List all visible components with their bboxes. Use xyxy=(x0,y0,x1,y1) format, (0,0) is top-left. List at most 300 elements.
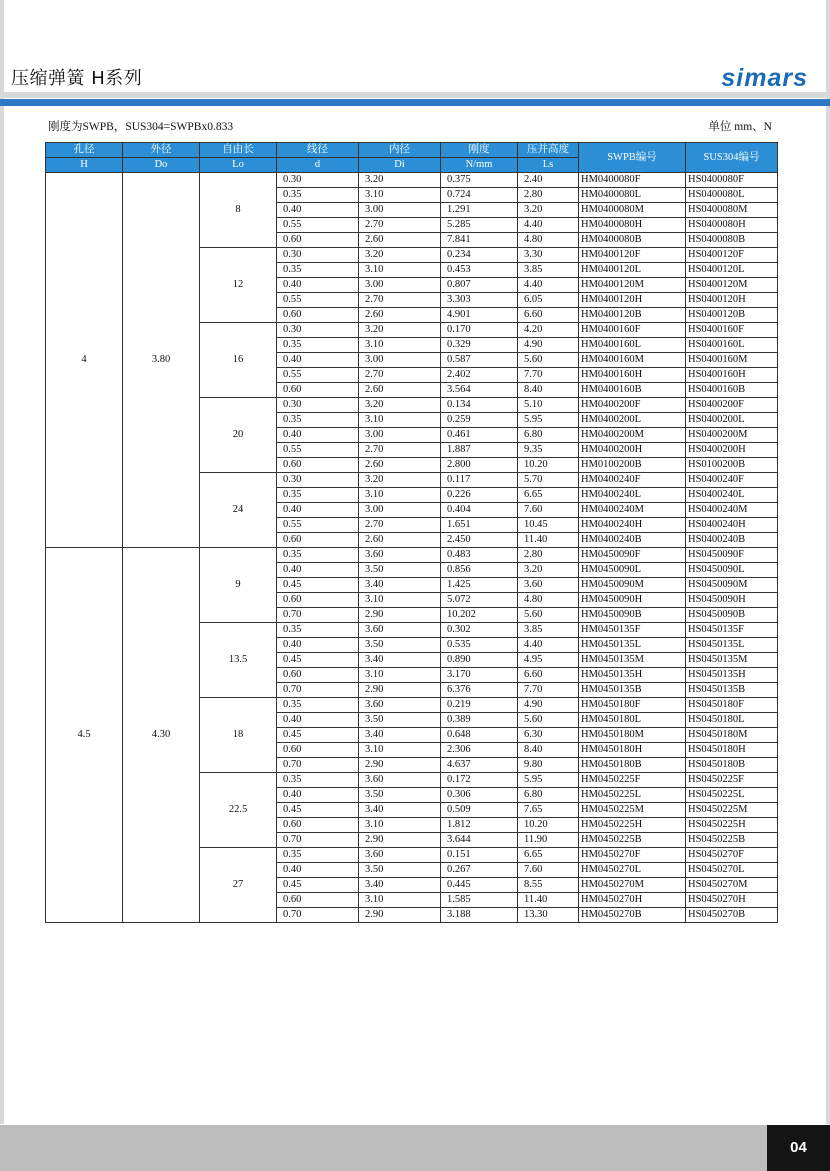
stiffness-cell: 0.134 xyxy=(441,398,518,413)
wire-diameter-cell: 0.30 xyxy=(277,398,359,413)
wire-diameter-cell: 0.30 xyxy=(277,323,359,338)
stiffness-cell: 0.461 xyxy=(441,428,518,443)
solid-height-cell: 3.60 xyxy=(518,578,579,593)
swpb-code-cell: HM0450270L xyxy=(579,863,686,878)
stiffness-cell: 1.812 xyxy=(441,818,518,833)
sus304-code-cell: HS0450135B xyxy=(686,683,778,698)
swpb-code-cell: HM0450180F xyxy=(579,698,686,713)
outer-diameter-cell: 4.30 xyxy=(123,548,200,923)
swpb-code-cell: HM0450090M xyxy=(579,578,686,593)
stiffness-cell: 0.445 xyxy=(441,878,518,893)
header-divider-blue xyxy=(0,99,830,106)
stiffness-cell: 6.376 xyxy=(441,683,518,698)
solid-height-cell: 7.60 xyxy=(518,863,579,878)
solid-height-cell: 3.85 xyxy=(518,263,579,278)
sus304-code-cell: HS0400240H xyxy=(686,518,778,533)
stiffness-cell: 0.172 xyxy=(441,773,518,788)
inner-diameter-cell: 2.70 xyxy=(359,368,441,383)
header-swpb-code: SWPB编号 xyxy=(579,143,686,173)
wire-diameter-cell: 0.35 xyxy=(277,623,359,638)
stiffness-cell: 0.535 xyxy=(441,638,518,653)
sus304-code-cell: HS0450180L xyxy=(686,713,778,728)
subheader-lo: Lo xyxy=(200,158,277,173)
swpb-code-cell: HM0450270M xyxy=(579,878,686,893)
solid-height-cell: 11.40 xyxy=(518,533,579,548)
inner-diameter-cell: 3.00 xyxy=(359,428,441,443)
wire-diameter-cell: 0.30 xyxy=(277,173,359,188)
sus304-code-cell: HS0450225M xyxy=(686,803,778,818)
subheader-do: Do xyxy=(123,158,200,173)
inner-diameter-cell: 3.50 xyxy=(359,638,441,653)
swpb-code-cell: HM0400240F xyxy=(579,473,686,488)
inner-diameter-cell: 3.10 xyxy=(359,818,441,833)
solid-height-cell: 5.70 xyxy=(518,473,579,488)
swpb-code-cell: HM0400200H xyxy=(579,443,686,458)
sus304-code-cell: HS0450270L xyxy=(686,863,778,878)
header-solid-height: 压并高度 xyxy=(518,143,579,158)
solid-height-cell: 9.35 xyxy=(518,443,579,458)
table-row xyxy=(46,173,778,188)
solid-height-cell: 3.20 xyxy=(518,203,579,218)
inner-diameter-cell: 2.60 xyxy=(359,233,441,248)
solid-height-cell: 4.80 xyxy=(518,593,579,608)
solid-height-cell: 9.80 xyxy=(518,758,579,773)
swpb-code-cell: HM0400080L xyxy=(579,188,686,203)
sus304-code-cell: HS0450270F xyxy=(686,848,778,863)
sus304-code-cell: HS0450225L xyxy=(686,788,778,803)
stiffness-cell: 0.648 xyxy=(441,728,518,743)
stiffness-cell: 1.887 xyxy=(441,443,518,458)
inner-diameter-cell: 3.10 xyxy=(359,668,441,683)
inner-diameter-cell: 3.60 xyxy=(359,848,441,863)
wire-diameter-cell: 0.40 xyxy=(277,638,359,653)
stiffness-cell: 3.564 xyxy=(441,383,518,398)
inner-diameter-cell: 3.20 xyxy=(359,398,441,413)
wire-diameter-cell: 0.70 xyxy=(277,608,359,623)
swpb-code-cell: HM0400120B xyxy=(579,308,686,323)
wire-diameter-cell: 0.70 xyxy=(277,683,359,698)
solid-height-cell: 11.40 xyxy=(518,893,579,908)
swpb-code-cell: HM0450225F xyxy=(579,773,686,788)
wire-diameter-cell: 0.55 xyxy=(277,368,359,383)
swpb-code-cell: HM0400080H xyxy=(579,218,686,233)
inner-diameter-cell: 2.60 xyxy=(359,383,441,398)
sus304-code-cell: HS0400160H xyxy=(686,368,778,383)
wire-diameter-cell: 0.40 xyxy=(277,863,359,878)
stiffness-note: 刚度为SWPB，SUS304=SWPBx0.833 xyxy=(48,121,234,133)
swpb-code-cell: HM0450090H xyxy=(579,593,686,608)
subheader-ls: Ls xyxy=(518,158,579,173)
solid-height-cell: 5.95 xyxy=(518,773,579,788)
wire-diameter-cell: 0.35 xyxy=(277,698,359,713)
swpb-code-cell: HM0400200L xyxy=(579,413,686,428)
sus304-code-cell: HS0450225H xyxy=(686,818,778,833)
page-frame-left xyxy=(0,0,4,1124)
inner-diameter-cell: 3.40 xyxy=(359,653,441,668)
subheader-h: H xyxy=(46,158,123,173)
table-row xyxy=(46,548,778,563)
sus304-code-cell: HS0400080L xyxy=(686,188,778,203)
solid-height-cell: 6.60 xyxy=(518,308,579,323)
wire-diameter-cell: 0.35 xyxy=(277,488,359,503)
wire-diameter-cell: 0.40 xyxy=(277,203,359,218)
stiffness-cell: 0.170 xyxy=(441,323,518,338)
swpb-code-cell: HM0450180H xyxy=(579,743,686,758)
inner-diameter-cell: 3.10 xyxy=(359,743,441,758)
solid-height-cell: 4.95 xyxy=(518,653,579,668)
inner-diameter-cell: 3.20 xyxy=(359,248,441,263)
solid-height-cell: 6.65 xyxy=(518,848,579,863)
inner-diameter-cell: 3.60 xyxy=(359,773,441,788)
solid-height-cell: 5.10 xyxy=(518,398,579,413)
wire-diameter-cell: 0.40 xyxy=(277,278,359,293)
wire-diameter-cell: 0.60 xyxy=(277,593,359,608)
swpb-code-cell: HM0400160L xyxy=(579,338,686,353)
solid-height-cell: 4.90 xyxy=(518,698,579,713)
swpb-code-cell: HM0400160H xyxy=(579,368,686,383)
free-length-cell: 24 xyxy=(200,473,277,548)
wire-diameter-cell: 0.35 xyxy=(277,188,359,203)
solid-height-cell: 10.45 xyxy=(518,518,579,533)
solid-height-cell: 2.80 xyxy=(518,548,579,563)
sus304-code-cell: HS0400200H xyxy=(686,443,778,458)
solid-height-cell: 5.95 xyxy=(518,413,579,428)
swpb-code-cell: HM0450090F xyxy=(579,548,686,563)
footer-bar xyxy=(0,1125,830,1171)
stiffness-cell: 0.302 xyxy=(441,623,518,638)
stiffness-cell: 3.644 xyxy=(441,833,518,848)
inner-diameter-cell: 2.90 xyxy=(359,908,441,923)
free-length-cell: 9 xyxy=(200,548,277,623)
solid-height-cell: 3.30 xyxy=(518,248,579,263)
sus304-code-cell: HS0400120H xyxy=(686,293,778,308)
inner-diameter-cell: 3.10 xyxy=(359,338,441,353)
solid-height-cell: 7.65 xyxy=(518,803,579,818)
swpb-code-cell: HM0450270B xyxy=(579,908,686,923)
sus304-code-cell: HS0400240M xyxy=(686,503,778,518)
sus304-code-cell: HS0450180B xyxy=(686,758,778,773)
sus304-code-cell: HS0400080H xyxy=(686,218,778,233)
stiffness-cell: 1.425 xyxy=(441,578,518,593)
stiffness-cell: 0.306 xyxy=(441,788,518,803)
wire-diameter-cell: 0.30 xyxy=(277,248,359,263)
inner-diameter-cell: 2.90 xyxy=(359,608,441,623)
header-divider-gray xyxy=(0,92,830,98)
inner-diameter-cell: 3.50 xyxy=(359,788,441,803)
solid-height-cell: 13.30 xyxy=(518,908,579,923)
wire-diameter-cell: 0.60 xyxy=(277,308,359,323)
solid-height-cell: 4.90 xyxy=(518,338,579,353)
stiffness-cell: 5.285 xyxy=(441,218,518,233)
stiffness-cell: 0.856 xyxy=(441,563,518,578)
swpb-code-cell: HM0400080M xyxy=(579,203,686,218)
inner-diameter-cell: 3.20 xyxy=(359,473,441,488)
sus304-code-cell: HS0400120L xyxy=(686,263,778,278)
header-hole-diameter: 孔径 xyxy=(46,143,123,158)
swpb-code-cell: HM0450135B xyxy=(579,683,686,698)
inner-diameter-cell: 3.50 xyxy=(359,713,441,728)
sus304-code-cell: HS0450135M xyxy=(686,653,778,668)
swpb-code-cell: HM0450135H xyxy=(579,668,686,683)
stiffness-cell: 0.259 xyxy=(441,413,518,428)
wire-diameter-cell: 0.45 xyxy=(277,728,359,743)
sus304-code-cell: HS0450225B xyxy=(686,833,778,848)
stiffness-cell: 4.637 xyxy=(441,758,518,773)
stiffness-cell: 1.585 xyxy=(441,893,518,908)
sus304-code-cell: HS0100200B xyxy=(686,458,778,473)
solid-height-cell: 7.70 xyxy=(518,683,579,698)
wire-diameter-cell: 0.55 xyxy=(277,518,359,533)
inner-diameter-cell: 3.40 xyxy=(359,728,441,743)
solid-height-cell: 3.20 xyxy=(518,563,579,578)
stiffness-cell: 0.234 xyxy=(441,248,518,263)
brand-logo: simars xyxy=(721,64,808,92)
inner-diameter-cell: 3.60 xyxy=(359,698,441,713)
swpb-code-cell: HM0400120L xyxy=(579,263,686,278)
wire-diameter-cell: 0.60 xyxy=(277,233,359,248)
inner-diameter-cell: 3.10 xyxy=(359,413,441,428)
wire-diameter-cell: 0.60 xyxy=(277,458,359,473)
wire-diameter-cell: 0.45 xyxy=(277,653,359,668)
stiffness-cell: 0.587 xyxy=(441,353,518,368)
stiffness-cell: 0.389 xyxy=(441,713,518,728)
header-sus304-code: SUS304编号 xyxy=(686,143,778,173)
inner-diameter-cell: 3.20 xyxy=(359,173,441,188)
solid-height-cell: 8.40 xyxy=(518,743,579,758)
stiffness-cell: 0.219 xyxy=(441,698,518,713)
solid-height-cell: 10.20 xyxy=(518,458,579,473)
sus304-code-cell: HS0450090B xyxy=(686,608,778,623)
sus304-code-cell: HS0400120M xyxy=(686,278,778,293)
solid-height-cell: 5.60 xyxy=(518,353,579,368)
inner-diameter-cell: 3.40 xyxy=(359,878,441,893)
swpb-code-cell: HM0400200F xyxy=(579,398,686,413)
inner-diameter-cell: 3.50 xyxy=(359,863,441,878)
sus304-code-cell: HS0400120B xyxy=(686,308,778,323)
stiffness-cell: 0.483 xyxy=(441,548,518,563)
inner-diameter-cell: 2.90 xyxy=(359,758,441,773)
inner-diameter-cell: 2.90 xyxy=(359,683,441,698)
sus304-code-cell: HS0400080B xyxy=(686,233,778,248)
inner-diameter-cell: 3.00 xyxy=(359,203,441,218)
stiffness-cell: 0.453 xyxy=(441,263,518,278)
inner-diameter-cell: 3.40 xyxy=(359,803,441,818)
swpb-code-cell: HM0450270F xyxy=(579,848,686,863)
wire-diameter-cell: 0.35 xyxy=(277,338,359,353)
swpb-code-cell: HM0450135F xyxy=(579,623,686,638)
solid-height-cell: 6.65 xyxy=(518,488,579,503)
solid-height-cell: 5.60 xyxy=(518,713,579,728)
stiffness-cell: 3.303 xyxy=(441,293,518,308)
sus304-code-cell: HS0450090M xyxy=(686,578,778,593)
inner-diameter-cell: 3.60 xyxy=(359,623,441,638)
swpb-code-cell: HM0450270H xyxy=(579,893,686,908)
swpb-code-cell: HM0450090L xyxy=(579,563,686,578)
sus304-code-cell: HS0450090F xyxy=(686,548,778,563)
unit-note: 单位 mm、N xyxy=(708,121,772,133)
swpb-code-cell: HM0450180L xyxy=(579,713,686,728)
wire-diameter-cell: 0.60 xyxy=(277,893,359,908)
stiffness-cell: 0.117 xyxy=(441,473,518,488)
swpb-code-cell: HM0400080F xyxy=(579,173,686,188)
sus304-code-cell: HS0400160B xyxy=(686,383,778,398)
sus304-code-cell: HS0450270H xyxy=(686,893,778,908)
inner-diameter-cell: 3.10 xyxy=(359,263,441,278)
swpb-code-cell: HM0400240H xyxy=(579,518,686,533)
stiffness-cell: 4.901 xyxy=(441,308,518,323)
swpb-code-cell: HM0450225L xyxy=(579,788,686,803)
swpb-code-cell: HM0450225B xyxy=(579,833,686,848)
inner-diameter-cell: 3.10 xyxy=(359,488,441,503)
solid-height-cell: 3.85 xyxy=(518,623,579,638)
swpb-code-cell: HM0100200B xyxy=(579,458,686,473)
stiffness-cell: 1.651 xyxy=(441,518,518,533)
stiffness-cell: 0.807 xyxy=(441,278,518,293)
sus304-code-cell: HS0450270M xyxy=(686,878,778,893)
swpb-code-cell: HM0400240B xyxy=(579,533,686,548)
sus304-code-cell: HS0450270B xyxy=(686,908,778,923)
swpb-code-cell: HM0450135M xyxy=(579,653,686,668)
wire-diameter-cell: 0.60 xyxy=(277,818,359,833)
solid-height-cell: 10.20 xyxy=(518,818,579,833)
free-length-cell: 20 xyxy=(200,398,277,473)
header-free-length: 自由长 xyxy=(200,143,277,158)
inner-diameter-cell: 3.50 xyxy=(359,563,441,578)
wire-diameter-cell: 0.60 xyxy=(277,533,359,548)
solid-height-cell: 4.20 xyxy=(518,323,579,338)
sus304-code-cell: HS0450090H xyxy=(686,593,778,608)
solid-height-cell: 8.55 xyxy=(518,878,579,893)
stiffness-cell: 0.226 xyxy=(441,488,518,503)
free-length-cell: 22.5 xyxy=(200,773,277,848)
inner-diameter-cell: 3.10 xyxy=(359,593,441,608)
stiffness-cell: 0.404 xyxy=(441,503,518,518)
wire-diameter-cell: 0.40 xyxy=(277,353,359,368)
sus304-code-cell: HS0400200L xyxy=(686,413,778,428)
sus304-code-cell: HS0400240B xyxy=(686,533,778,548)
header-wire-diameter: 线径 xyxy=(277,143,359,158)
wire-diameter-cell: 0.35 xyxy=(277,263,359,278)
sus304-code-cell: HS0400240L xyxy=(686,488,778,503)
subheader-di: Di xyxy=(359,158,441,173)
wire-diameter-cell: 0.60 xyxy=(277,743,359,758)
solid-height-cell: 11.90 xyxy=(518,833,579,848)
swpb-code-cell: HM0400240M xyxy=(579,503,686,518)
swpb-code-cell: HM0400120M xyxy=(579,278,686,293)
free-length-cell: 13.5 xyxy=(200,623,277,698)
page-title: 压缩弹簧 H系列 xyxy=(11,68,143,89)
inner-diameter-cell: 3.10 xyxy=(359,188,441,203)
swpb-code-cell: HM0400080B xyxy=(579,233,686,248)
sus304-code-cell: HS0400080M xyxy=(686,203,778,218)
sus304-code-cell: HS0400200F xyxy=(686,398,778,413)
wire-diameter-cell: 0.45 xyxy=(277,578,359,593)
inner-diameter-cell: 2.60 xyxy=(359,458,441,473)
wire-diameter-cell: 0.45 xyxy=(277,878,359,893)
sus304-code-cell: HS0450090L xyxy=(686,563,778,578)
inner-diameter-cell: 3.60 xyxy=(359,548,441,563)
solid-height-cell: 4.40 xyxy=(518,218,579,233)
swpb-code-cell: HM0400160F xyxy=(579,323,686,338)
wire-diameter-cell: 0.55 xyxy=(277,293,359,308)
stiffness-cell: 0.890 xyxy=(441,653,518,668)
swpb-code-cell: HM0450180M xyxy=(579,728,686,743)
inner-diameter-cell: 3.00 xyxy=(359,503,441,518)
wire-diameter-cell: 0.40 xyxy=(277,713,359,728)
sus304-code-cell: HS0400160F xyxy=(686,323,778,338)
inner-diameter-cell: 3.00 xyxy=(359,278,441,293)
table-header xyxy=(46,143,778,173)
inner-diameter-cell: 3.00 xyxy=(359,353,441,368)
sus304-code-cell: HS0450135L xyxy=(686,638,778,653)
sus304-code-cell: HS0450135H xyxy=(686,668,778,683)
sus304-code-cell: HS0450135F xyxy=(686,623,778,638)
wire-diameter-cell: 0.35 xyxy=(277,413,359,428)
sus304-code-cell: HS0400120F xyxy=(686,248,778,263)
sus304-code-cell: HS0400200M xyxy=(686,428,778,443)
wire-diameter-cell: 0.35 xyxy=(277,848,359,863)
swpb-code-cell: HM0400240L xyxy=(579,488,686,503)
stiffness-cell: 2.306 xyxy=(441,743,518,758)
inner-diameter-cell: 2.70 xyxy=(359,293,441,308)
swpb-code-cell: HM0400120H xyxy=(579,293,686,308)
stiffness-cell: 0.151 xyxy=(441,848,518,863)
swpb-code-cell: HM0450090B xyxy=(579,608,686,623)
wire-diameter-cell: 0.70 xyxy=(277,758,359,773)
solid-height-cell: 4.40 xyxy=(518,278,579,293)
stiffness-cell: 10.202 xyxy=(441,608,518,623)
sus304-code-cell: HS0450180H xyxy=(686,743,778,758)
stiffness-cell: 0.329 xyxy=(441,338,518,353)
inner-diameter-cell: 2.70 xyxy=(359,518,441,533)
solid-height-cell: 6.80 xyxy=(518,788,579,803)
stiffness-cell: 1.291 xyxy=(441,203,518,218)
page-number: 04 xyxy=(767,1125,830,1171)
solid-height-cell: 8.40 xyxy=(518,383,579,398)
stiffness-cell: 3.188 xyxy=(441,908,518,923)
free-length-cell: 12 xyxy=(200,248,277,323)
subheader-d: d xyxy=(277,158,359,173)
solid-height-cell: 6.80 xyxy=(518,428,579,443)
stiffness-cell: 7.841 xyxy=(441,233,518,248)
solid-height-cell: 6.05 xyxy=(518,293,579,308)
header-inner-diameter: 内径 xyxy=(359,143,441,158)
wire-diameter-cell: 0.40 xyxy=(277,503,359,518)
sus304-code-cell: HS0450225F xyxy=(686,773,778,788)
stiffness-cell: 3.170 xyxy=(441,668,518,683)
solid-height-cell: 5.60 xyxy=(518,608,579,623)
free-length-cell: 16 xyxy=(200,323,277,398)
inner-diameter-cell: 2.60 xyxy=(359,533,441,548)
wire-diameter-cell: 0.35 xyxy=(277,773,359,788)
solid-height-cell: 7.60 xyxy=(518,503,579,518)
swpb-code-cell: HM0450135L xyxy=(579,638,686,653)
inner-diameter-cell: 2.60 xyxy=(359,308,441,323)
swpb-code-cell: HM0400120F xyxy=(579,248,686,263)
free-length-cell: 27 xyxy=(200,848,277,923)
sus304-code-cell: HS0400160M xyxy=(686,353,778,368)
stiffness-cell: 2.450 xyxy=(441,533,518,548)
solid-height-cell: 4.80 xyxy=(518,233,579,248)
outer-diameter-cell: 3.80 xyxy=(123,173,200,548)
hole-diameter-cell: 4 xyxy=(46,173,123,548)
wire-diameter-cell: 0.55 xyxy=(277,218,359,233)
solid-height-cell: 6.60 xyxy=(518,668,579,683)
wire-diameter-cell: 0.70 xyxy=(277,908,359,923)
swpb-code-cell: HM0450225M xyxy=(579,803,686,818)
wire-diameter-cell: 0.30 xyxy=(277,473,359,488)
inner-diameter-cell: 2.90 xyxy=(359,833,441,848)
